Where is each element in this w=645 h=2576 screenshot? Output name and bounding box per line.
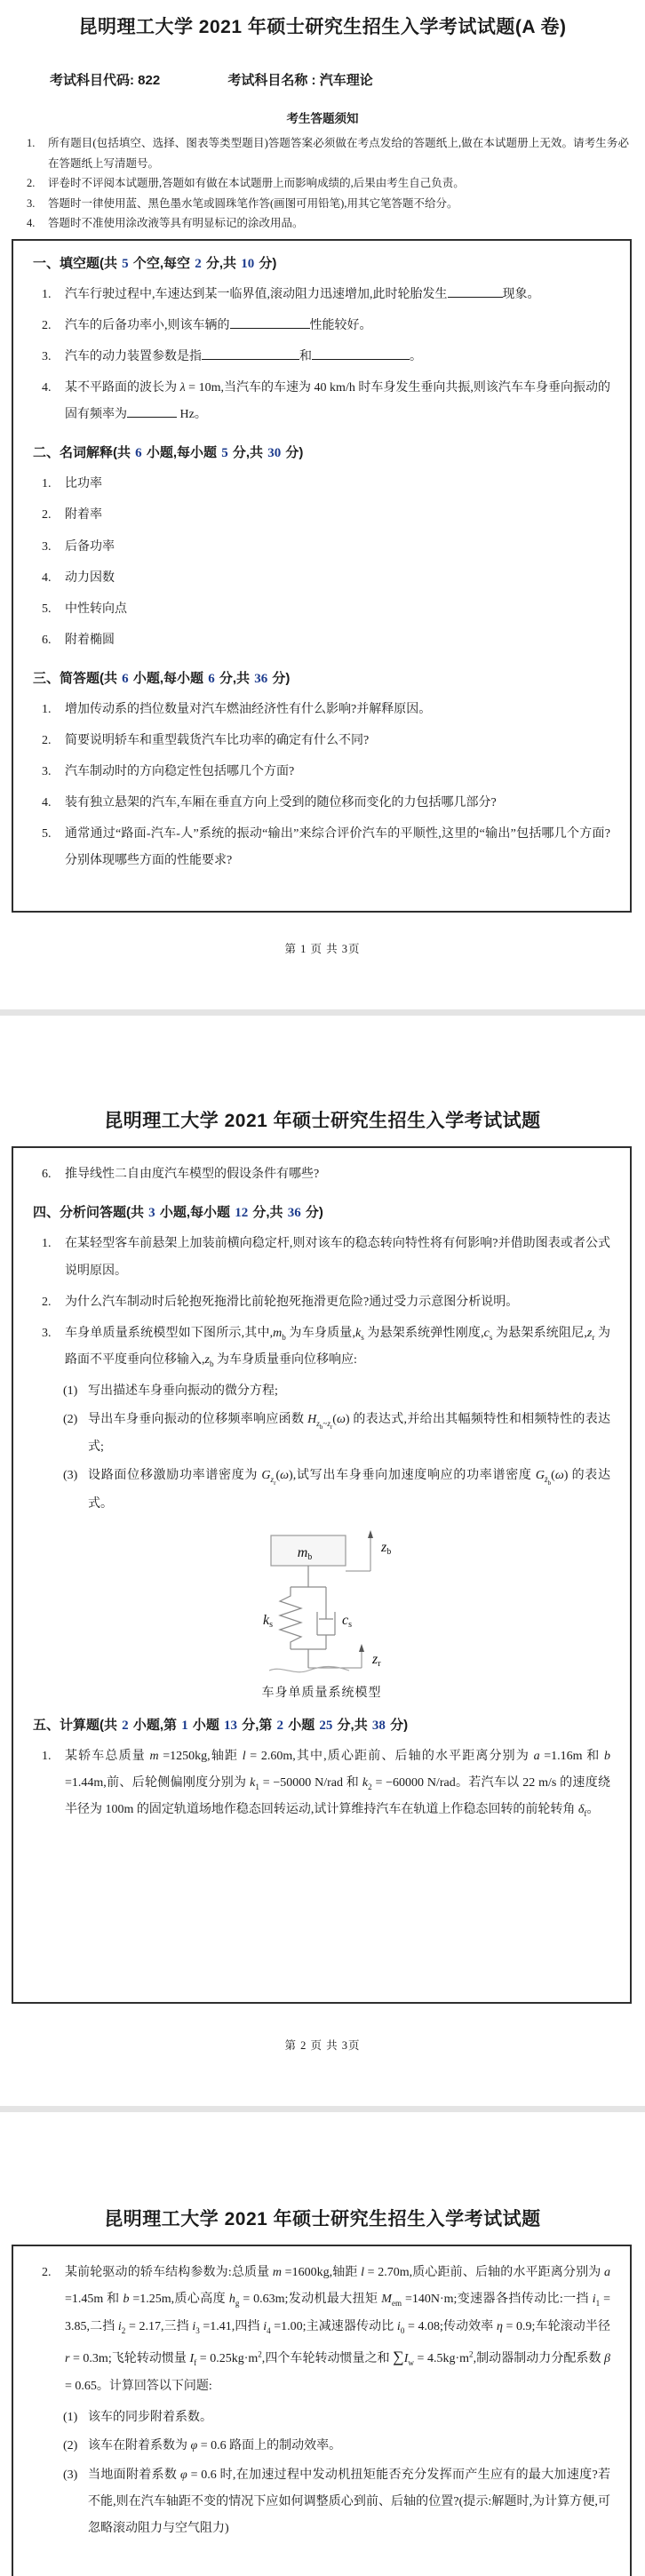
fill-question-4: 4. 某不平路面的波长为 λ = 10m,当汽车的车速为 40 km/h 时车身发生垂向共振,则该汽车车身垂向振动的固有频率为 Hz。 (42, 381, 610, 422)
question-box-page1 (12, 239, 632, 913)
zr-arrow (308, 1649, 362, 1668)
term-item-6: 6. 附着椭圆 (42, 633, 115, 647)
damper-label: cs (342, 1612, 353, 1630)
zb-arrowhead (368, 1530, 373, 1538)
analysis-q3-subitem-1: (1) 写出描述车身垂向振动的微分方程; (63, 1384, 278, 1398)
term-item-5: 5. 中性转向点 (42, 602, 127, 616)
term-item-2: 2. 附着率 (42, 508, 102, 522)
subject-code: 考试科目代码: 822 (50, 73, 161, 89)
subject-name: 考试科目名称 : 汽车理论 (227, 73, 373, 89)
short-question-2: 2. 简要说明轿车和重型载货汽车比功率的确定有什么不同? (42, 734, 370, 748)
notice-list (27, 133, 629, 234)
zr-arrowhead (359, 1644, 364, 1652)
section-1-heading: 一、填空题(共 5 个空,每空 2 分,共 10 分) (33, 255, 277, 271)
question-box-page2 (12, 1146, 632, 2004)
calc-question-2: 2. 某前轮驱动的轿车结构参数为:总质量 m =1600kg,轴距 l = 2.70m,质心距前、后轴的水平距离分别为 a =1.45m 和 b =1.25m,质心高度 $h_g = 0.63m$;发动机最大扭矩 $M_{em} =140N\cdot m$;变速器各挡传动比:一挡 $i_1 = 3.85$,二挡 $i_2 = 2.17$,三挡 $i_3 =1.41$,四挡 $i_4 =1.00$;主减速器传动比 $i_0 = 4.08$;传动效率 η = 0.9;车轮滚动半径 r = 0.3m;飞轮转动惯量 $I_f = 0.25kg\cdot m^2$,四个车轮转动惯量之和 $\sum I_w = 4.5kg\cdot m^2$,制动器制动力分配系数 β = 0.65。计算回答以下问题: (42, 2266, 611, 2394)
calc-q2-subitem-3: (3) 当地面附着系数 φ = 0.6 时,在加速过程中发动机扭矩能否充分发挥而产生应有的最大加速度?若不能,则在汽车轴距不变的情况下应如何调整质心到前、后轴的位置?(提示:解题时,为计算方便,可忽略滚动阻力与空气阻力) (63, 2468, 611, 2535)
page-1-footer: 第 1 页 共 3页 (284, 943, 361, 955)
short-question-3: 3. 汽车制动时的方向稳定性包括哪几个方面? (42, 765, 295, 779)
connector-lines (291, 1566, 326, 1668)
calc-q2-subitem-2: (2) 该车在附着系数为 φ = 0.6 路面上的制动效率。 (63, 2439, 342, 2453)
notice-item: 3. 答题时一律使用蓝、黑色墨水笔或圆珠笔作答(画图可用铅笔),用其它笔答题不给分。 (27, 196, 458, 210)
analysis-question-3: 3. 车身单质量系统模型如下图所示,其中$,m_b$ 为车身质量$,k_s$ 为悬架系统弹性刚度$,c_s$ 为悬架系统阻尼$,z_r$ 为路面不平度垂向位移输入$,z_b$ 为车身质量垂向位移响应: (42, 1326, 611, 1368)
calc-q2-subitem-1: (1) 该车的同步附着系数。 (63, 2411, 212, 2425)
notice-title: 考生答题须知 (286, 112, 359, 126)
page-3 (0, 2112, 645, 2576)
analysis-q3-subitem-2: (2) 导出车身垂向振动的位移频率响应函数 $H_{z_b\sim z_r}(\omega)$ 的表达式,并给出其幅频特性和相频特性的表达式; (63, 1413, 611, 1455)
damper-symbol (317, 1587, 335, 1649)
analysis-question-1: 1. 在某轻型客车前悬架上加装前横向稳定杆,则对该车的稳态转向特性将有何影响?并借助图表或者公式说明原因。 (42, 1237, 610, 1278)
analysis-question-2: 2. 为什么汽车制动时后轮抱死拖滑比前轮抱死拖滑更危险?通过受力示意图分析说明。 (42, 1295, 519, 1309)
notice-item: 4. 答题时不准使用涂改液等具有明显标记的涂改用品。 (27, 217, 304, 230)
short-question-5: 5. 通常通过“路面-汽车-人”系统的振动“输出”来综合评价汽车的平顺性,这里的“输出”包括哪几个方面?分别体现哪些方面的性能要求? (42, 827, 610, 868)
figure-caption: 车身单质量系统模型 (261, 1686, 382, 1700)
page-1 (0, 0, 645, 1009)
fill-question-2: 2. 汽车的后备功率小,则该车辆的 性能较好。 (33, 313, 610, 339)
exam-title-page2: 昆明理工大学 2021 年硕士研究生招生入学考试试题 (104, 1111, 541, 1131)
question-box-page3 (12, 2245, 632, 2576)
section-5-heading: 五、计算题(共 2 小题,第 1 小题 13 分,第 2 小题 25 分,共 38 分) (33, 1717, 409, 1733)
exam-title-page3: 昆明理工大学 2021 年硕士研究生招生入学考试试题 (104, 2209, 541, 2229)
page-2 (0, 1016, 645, 2106)
short-question-1: 1. 增加传动系的挡位数量对汽车燃油经济性有什么影响?并解释原因。 (42, 702, 432, 716)
calc-question-1: 1. 某轿车总质量 m =1250kg,轴距 l = 2.60m,其中,质心距前、后轴的水平距离分别为 a =1.16m 和 b =1.44m,前、后轮侧偏刚度分别为 $k_1 = -50000$ N/rad 和 $k_2 = -60000$ N/rad。若汽车以 22 m/s 的速度绕半径为 100m 的固定轨道场地作稳态回转运动,试计算维持汽车在轨道上作稳态回转的前轮转角 $\delta_f$。 (42, 1749, 610, 1818)
term-item-4: 4. 动力因数 (42, 570, 115, 585)
zb-label: zb (381, 1539, 392, 1557)
single-mass-model-diagram (219, 1525, 424, 1679)
fill-question-1: 1. 汽车行驶过程中,车速达到某一临界值,滚动阻力迅速增加,此时轮胎发生 现象。 (33, 282, 610, 308)
subject-row (50, 70, 645, 89)
short-question-6: 6. 推导线性二自由度汽车模型的假设条件有哪些? (42, 1168, 320, 1182)
exam-title-page1: 昆明理工大学 2021 年硕士研究生招生入学考试试题(A 卷) (78, 17, 567, 37)
single-mass-model-figure (33, 1525, 610, 1701)
notice-item: 2. 评卷时不评阅本试题册,答题如有做在本试题册上而影响成绩的,后果由考生自己负责。 (27, 177, 465, 190)
term-item-1: 1. 比功率 (42, 477, 102, 491)
section-4-heading: 四、分析问答题(共 3 小题,每小题 12 分,共 36 分) (33, 1205, 323, 1221)
page-2-footer: 第 2 页 共 3页 (284, 2039, 361, 2052)
spring-label: ks (262, 1612, 273, 1630)
fill-question-3: 3. 汽车的动力装置参数是指 和 。 (33, 344, 610, 371)
zb-arrow (346, 1535, 370, 1571)
short-question-4: 4. 装有独立悬架的汽车,车厢在垂直方向上受到的随位移而变化的力包括哪几部分? (42, 796, 497, 810)
term-item-3: 3. 后备功率 (42, 539, 115, 554)
analysis-q3-subitem-3: (3) 设路面位移激励功率谱密度为 $G_{z_r}(\omega)$,试写出车身垂向加速度响应的功率谱密度 $G_{z̈_b}(\omega)$ 的表达式。 (63, 1469, 610, 1511)
zr-label: zr (372, 1651, 381, 1669)
section-2-heading: 二、名词解释(共 6 小题,每小题 5 分,共 30 分) (33, 445, 304, 461)
notice-item: 1. 所有题目(包括填空、选择、图表等类型题目)答题答案必须做在考点发给的答题纸上,做在本试题册上无效。请考生务必在答题纸上写清题号。 (27, 137, 629, 170)
mass-label: mb (297, 1544, 313, 1562)
ground-line (269, 1666, 349, 1671)
spring-symbol (280, 1587, 301, 1649)
section-3-heading: 三、简答题(共 6 小题,每小题 6 分,共 36 分) (33, 670, 291, 686)
